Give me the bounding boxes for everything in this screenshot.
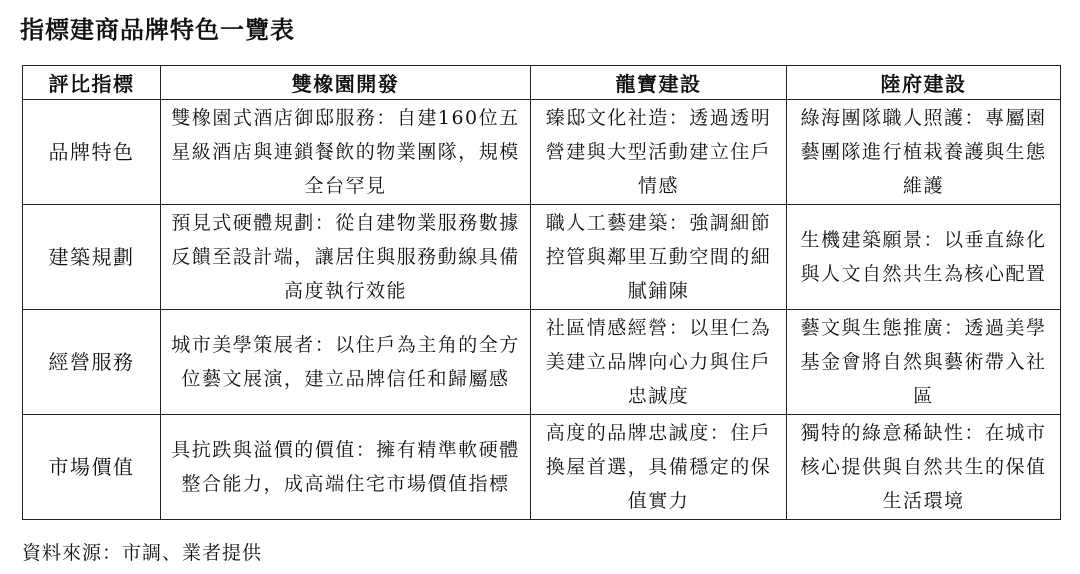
table-row	[23, 100, 1061, 205]
table-cell: 藝文與生態推廣：透過美學基金會將自然與藝術帶入社區	[787, 310, 1061, 415]
table-row	[23, 205, 1061, 310]
row-label-operation-service: 經營服務	[23, 310, 161, 415]
page-title: 指標建商品牌特色一覽表	[20, 15, 295, 44]
table-cell: 預見式硬體規劃：從自建物業服務數據反饋至設計端，讓居住與服務動線具備高度執行效能	[161, 205, 531, 310]
table-cell: 職人工藝建築：強調細節控管與鄰里互動空間的細膩鋪陳	[531, 205, 787, 310]
table-cell: 雙橡園式酒店御邸服務：自建160位五星級酒店與連鎖餐飲的物業團隊，規模全台罕見	[161, 100, 531, 205]
table-header-row	[23, 66, 1061, 100]
column-header-shuang-xiang-yuan: 雙橡園開發	[161, 66, 531, 100]
table-cell: 高度的品牌忠誠度：住戶換屋首選，具備穩定的保值實力	[531, 415, 787, 520]
table-cell: 臻邸文化社造：透過透明營建與大型活動建立住戶情感	[531, 100, 787, 205]
table-row	[23, 415, 1061, 520]
row-label-market-value: 市場價值	[23, 415, 161, 520]
table-cell: 綠海團隊職人照護：專屬園藝團隊進行植栽養護與生態維護	[787, 100, 1061, 205]
table-cell: 獨特的綠意稀缺性：在城市核心提供與自然共生的保值生活環境	[787, 415, 1061, 520]
column-header-criteria: 評比指標	[23, 66, 161, 100]
column-header-long-bao: 龍寶建設	[531, 66, 787, 100]
table-cell: 社區情感經營：以里仁為美建立品牌向心力與住戶忠誠度	[531, 310, 787, 415]
row-label-brand-features: 品牌特色	[23, 100, 161, 205]
source-footnote: 資料來源：市調、業者提供	[22, 542, 263, 564]
table-cell: 具抗跌與溢價的價值：擁有精準軟硬體整合能力，成高端住宅市場價值指標	[161, 415, 531, 520]
column-header-lu-fu: 陸府建設	[787, 66, 1061, 100]
table-cell: 生機建築願景：以垂直綠化與人文自然共生為核心配置	[787, 205, 1061, 310]
table-row	[23, 310, 1061, 415]
table-cell: 城市美學策展者：以住戶為主角的全方位藝文展演，建立品牌信任和歸屬感	[161, 310, 531, 415]
brand-comparison-table	[22, 65, 1061, 520]
row-label-architecture-planning: 建築規劃	[23, 205, 161, 310]
